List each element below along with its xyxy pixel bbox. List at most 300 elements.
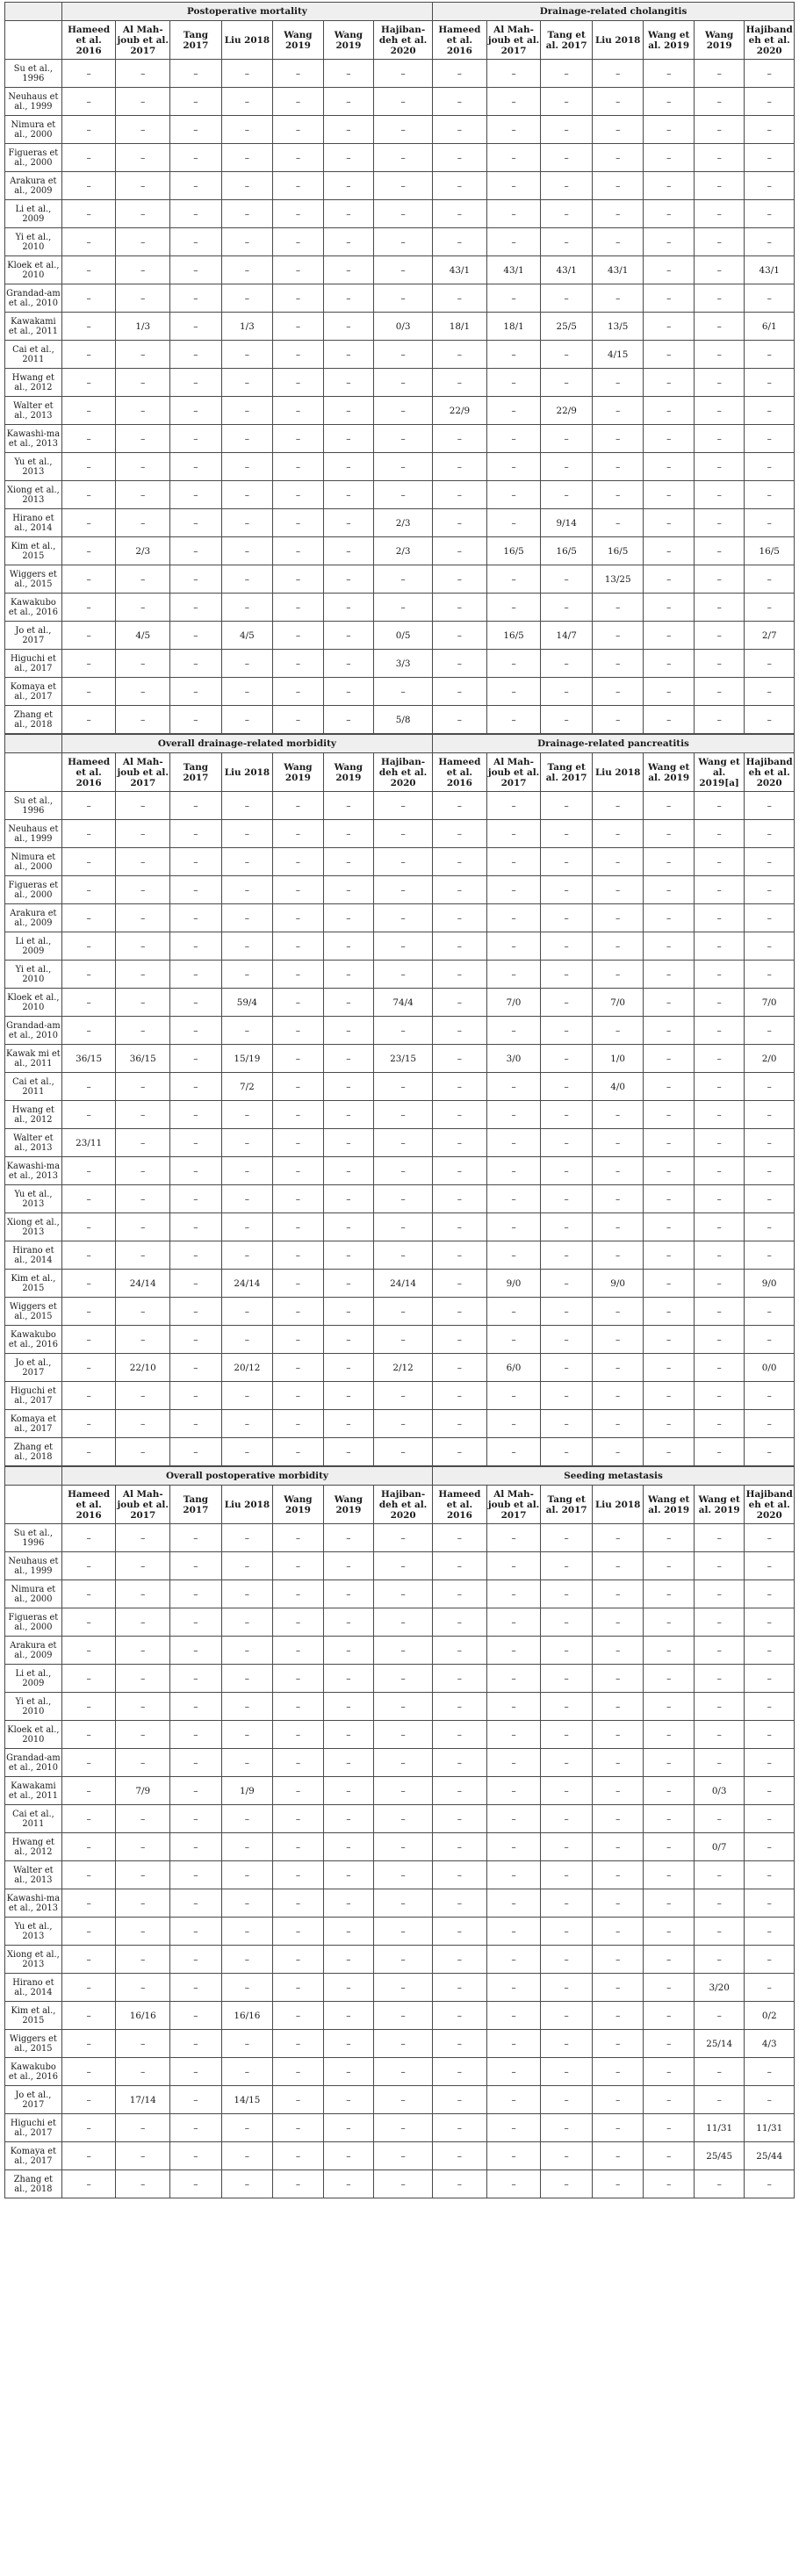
value-cell: – [374, 1185, 433, 1213]
value-cell: – [374, 961, 433, 989]
value-cell: – [592, 1552, 644, 1580]
value-cell: – [694, 1298, 744, 1326]
value-cell: – [433, 1889, 487, 1918]
value-cell: – [170, 876, 222, 904]
study-name-cell: Kawak mi et al., 2011 [5, 1045, 62, 1073]
value-cell: – [745, 60, 795, 88]
value-cell: – [61, 1101, 116, 1129]
value-cell: – [170, 622, 222, 650]
value-cell: – [116, 989, 170, 1017]
value-cell: – [273, 1777, 323, 1805]
value-cell: – [221, 1637, 273, 1665]
value-cell: – [694, 1185, 744, 1213]
value-cell: – [323, 1721, 373, 1749]
value-cell: – [694, 932, 744, 961]
value-cell: – [745, 932, 795, 961]
value-cell: 3/0 [486, 1045, 541, 1073]
column-header: Liu 2018 [221, 753, 273, 792]
value-cell: – [644, 1157, 694, 1185]
value-cell: – [221, 172, 273, 200]
value-cell: – [170, 200, 222, 228]
study-name-cell: Xiong et al., 2013 [5, 1946, 62, 1974]
value-cell: – [541, 932, 593, 961]
value-cell: – [541, 706, 593, 734]
value-cell: – [273, 989, 323, 1017]
value-cell: – [273, 88, 323, 116]
value-cell: – [323, 313, 373, 341]
value-cell: – [273, 425, 323, 453]
value-cell: – [61, 961, 116, 989]
value-cell: – [541, 989, 593, 1017]
value-cell: – [61, 678, 116, 706]
value-cell: – [170, 1777, 222, 1805]
value-cell: – [273, 341, 323, 369]
group-header-row [5, 735, 795, 753]
value-cell: – [745, 425, 795, 453]
value-cell: – [745, 1438, 795, 1466]
value-cell: – [323, 622, 373, 650]
study-name-cell: Higuchi et al., 2017 [5, 1382, 62, 1410]
value-cell: – [592, 2086, 644, 2114]
value-cell: – [273, 1017, 323, 1045]
column-header: Hajiban-deh et al. 2020 [374, 21, 433, 60]
value-cell: – [644, 932, 694, 961]
study-name-cell: Walter et al., 2013 [5, 1861, 62, 1889]
value-cell: – [323, 172, 373, 200]
value-cell: – [323, 594, 373, 622]
value-cell: – [694, 1241, 744, 1270]
value-cell: – [170, 1637, 222, 1665]
value-cell: – [170, 1382, 222, 1410]
value-cell: – [694, 1157, 744, 1185]
value-cell: – [433, 1637, 487, 1665]
value-cell: – [170, 537, 222, 565]
value-cell: – [221, 1889, 273, 1918]
value-cell: – [644, 1298, 694, 1326]
value-cell: – [486, 88, 541, 116]
value-cell: – [61, 369, 116, 397]
value-cell: – [592, 650, 644, 678]
value-cell: – [374, 453, 433, 481]
value-cell: – [644, 397, 694, 425]
table-row [5, 369, 795, 397]
value-cell: – [433, 1552, 487, 1580]
value-cell: – [170, 1889, 222, 1918]
value-cell: 43/1 [592, 256, 644, 284]
value-cell: – [644, 313, 694, 341]
value-cell: – [433, 1298, 487, 1326]
value-cell: – [221, 1580, 273, 1608]
value-cell: – [323, 1045, 373, 1073]
value-cell: – [170, 904, 222, 932]
group-header-row [5, 3, 795, 21]
table-row [5, 1580, 795, 1608]
value-cell: – [374, 1749, 433, 1777]
value-cell: – [694, 369, 744, 397]
value-cell: – [273, 1073, 323, 1101]
value-cell: – [541, 1241, 593, 1270]
value-cell: – [433, 1410, 487, 1438]
value-cell: – [745, 650, 795, 678]
table-row [5, 961, 795, 989]
table-row [5, 1270, 795, 1298]
value-cell: – [486, 792, 541, 820]
value-cell: – [61, 1073, 116, 1101]
value-cell: – [221, 1213, 273, 1241]
value-cell: – [433, 1241, 487, 1270]
value-cell: – [273, 1861, 323, 1889]
value-cell: 25/5 [541, 313, 593, 341]
value-cell: – [433, 1805, 487, 1833]
value-cell: – [61, 1721, 116, 1749]
table-row [5, 904, 795, 932]
value-cell: 4/0 [592, 1073, 644, 1101]
value-cell: – [374, 848, 433, 876]
value-cell: – [61, 989, 116, 1017]
value-cell: – [116, 1974, 170, 2002]
value-cell: – [323, 1129, 373, 1157]
value-cell: – [745, 1918, 795, 1946]
study-name-cell: Higuchi et al., 2017 [5, 2114, 62, 2142]
value-cell: – [433, 1045, 487, 1073]
value-cell: – [486, 2114, 541, 2142]
value-cell: – [644, 820, 694, 848]
value-cell: – [592, 1129, 644, 1157]
value-cell: – [170, 1326, 222, 1354]
table-row [5, 60, 795, 88]
value-cell: – [374, 481, 433, 509]
value-cell: – [433, 2114, 487, 2142]
value-cell: – [433, 678, 487, 706]
value-cell: 23/11 [61, 1129, 116, 1157]
value-cell: – [486, 1974, 541, 2002]
value-cell: – [486, 341, 541, 369]
value-cell: – [374, 1608, 433, 1637]
value-cell: – [592, 228, 644, 256]
value-cell: – [644, 622, 694, 650]
value-cell: – [374, 1017, 433, 1045]
value-cell: – [486, 144, 541, 172]
study-name-cell: Kawashi-ma et al., 2013 [5, 1157, 62, 1185]
value-cell: – [374, 284, 433, 313]
value-cell: – [116, 1665, 170, 1693]
value-cell: – [486, 594, 541, 622]
study-name-cell: Xiong et al., 2013 [5, 1213, 62, 1241]
value-cell: – [61, 1749, 116, 1777]
column-header-row [5, 21, 795, 60]
value-cell: – [592, 1833, 644, 1861]
table-row [5, 397, 795, 425]
value-cell: – [323, 1241, 373, 1270]
value-cell: – [116, 1073, 170, 1101]
column-header: Hameed et al. 2016 [433, 21, 487, 60]
value-cell: 4/3 [745, 2030, 795, 2058]
value-cell: – [61, 144, 116, 172]
value-cell: – [221, 932, 273, 961]
value-cell: – [486, 1101, 541, 1129]
value-cell: – [374, 1129, 433, 1157]
study-name-cell: Jo et al., 2017 [5, 2086, 62, 2114]
value-cell: – [273, 1974, 323, 2002]
study-name-cell: Arakura et al., 2009 [5, 904, 62, 932]
value-cell: – [323, 820, 373, 848]
value-cell: – [374, 1918, 433, 1946]
value-cell: – [221, 481, 273, 509]
value-cell: – [433, 2030, 487, 2058]
table-row [5, 2030, 795, 2058]
value-cell: – [116, 2170, 170, 2198]
value-cell: – [541, 341, 593, 369]
value-cell: – [433, 1101, 487, 1129]
value-cell: – [541, 1918, 593, 1946]
study-name-cell: Komaya et al., 2017 [5, 2142, 62, 2170]
value-cell: – [433, 144, 487, 172]
value-cell: 22/9 [541, 397, 593, 425]
value-cell: – [541, 1608, 593, 1637]
value-cell: 43/1 [541, 256, 593, 284]
value-cell: – [116, 481, 170, 509]
value-cell: – [116, 1241, 170, 1270]
study-name-cell: Kawakubo et al., 2016 [5, 2058, 62, 2086]
value-cell: – [374, 1213, 433, 1241]
value-cell: – [221, 1918, 273, 1946]
value-cell: – [745, 1946, 795, 1974]
value-cell: – [592, 876, 644, 904]
value-cell: – [221, 565, 273, 594]
value-cell: – [61, 509, 116, 537]
value-cell: – [374, 425, 433, 453]
value-cell: – [170, 1524, 222, 1552]
value-cell: – [541, 1157, 593, 1185]
value-cell: – [170, 706, 222, 734]
value-cell: – [61, 2086, 116, 2114]
table-row [5, 2142, 795, 2170]
value-cell: – [745, 1524, 795, 1552]
column-header: Hajiban-deh et al. 2020 [374, 753, 433, 792]
value-cell: – [592, 2030, 644, 2058]
value-cell: – [541, 1073, 593, 1101]
value-cell: – [694, 678, 744, 706]
value-cell: – [541, 1101, 593, 1129]
value-cell: 24/14 [116, 1270, 170, 1298]
value-cell: – [221, 1326, 273, 1354]
value-cell: – [116, 144, 170, 172]
value-cell: – [694, 904, 744, 932]
value-cell: – [170, 1665, 222, 1693]
value-cell: – [170, 1974, 222, 2002]
value-cell: – [592, 1298, 644, 1326]
value-cell: – [323, 1298, 373, 1326]
value-cell: – [644, 1017, 694, 1045]
value-cell: – [541, 848, 593, 876]
value-cell: 11/31 [694, 2114, 744, 2142]
value-cell: – [541, 1410, 593, 1438]
value-cell: – [433, 1129, 487, 1157]
value-cell: – [644, 1524, 694, 1552]
table-row [5, 1721, 795, 1749]
value-cell: – [694, 453, 744, 481]
value-cell: – [170, 932, 222, 961]
value-cell: – [374, 2170, 433, 2198]
value-cell: – [374, 2142, 433, 2170]
value-cell: – [745, 1157, 795, 1185]
value-cell: – [323, 537, 373, 565]
value-cell: – [221, 1974, 273, 2002]
value-cell: – [170, 1608, 222, 1637]
value-cell: – [694, 1861, 744, 1889]
value-cell: – [374, 1241, 433, 1270]
value-cell: – [433, 453, 487, 481]
value-cell: – [221, 60, 273, 88]
value-cell: – [541, 1213, 593, 1241]
value-cell: – [694, 1270, 744, 1298]
value-cell: – [273, 1157, 323, 1185]
table-row [5, 876, 795, 904]
value-cell: – [433, 200, 487, 228]
table-row [5, 228, 795, 256]
study-name-cell: Grandad-am et al., 2010 [5, 284, 62, 313]
value-cell: 43/1 [433, 256, 487, 284]
value-cell: – [323, 2170, 373, 2198]
value-cell: – [433, 1438, 487, 1466]
table-row [5, 1017, 795, 1045]
value-cell: – [273, 509, 323, 537]
value-cell: – [541, 1298, 593, 1326]
value-cell: – [61, 848, 116, 876]
value-cell: – [486, 1326, 541, 1354]
value-cell: – [170, 453, 222, 481]
value-cell: – [116, 1157, 170, 1185]
column-header-row [5, 753, 795, 792]
value-cell: 7/0 [745, 989, 795, 1017]
value-cell: – [61, 1665, 116, 1693]
value-cell: – [745, 876, 795, 904]
value-cell: – [486, 1580, 541, 1608]
value-cell: – [592, 1637, 644, 1665]
value-cell: – [694, 1665, 744, 1693]
study-name-cell: Wiggers et al., 2015 [5, 2030, 62, 2058]
value-cell: – [170, 1861, 222, 1889]
value-cell: – [541, 228, 593, 256]
value-cell: – [61, 1354, 116, 1382]
value-cell: – [374, 228, 433, 256]
value-cell: – [273, 228, 323, 256]
value-cell: – [221, 961, 273, 989]
column-header-row [5, 1486, 795, 1524]
column-header: Hajibandeh et al. 2020 [745, 753, 795, 792]
value-cell: – [170, 284, 222, 313]
value-cell: – [486, 2170, 541, 2198]
table-row [5, 88, 795, 116]
value-cell: – [323, 1974, 373, 2002]
study-name-cell: Yi et al., 2010 [5, 228, 62, 256]
value-cell: – [433, 537, 487, 565]
value-cell: – [541, 1580, 593, 1608]
value-cell: – [323, 1608, 373, 1637]
value-cell: – [221, 792, 273, 820]
value-cell: – [170, 60, 222, 88]
study-name-cell: Neuhaus et al., 1999 [5, 88, 62, 116]
value-cell: – [694, 622, 744, 650]
value-cell: – [644, 88, 694, 116]
value-cell: 0/7 [694, 1833, 744, 1861]
value-cell: – [694, 1918, 744, 1946]
value-cell: – [221, 848, 273, 876]
value-cell: – [374, 1524, 433, 1552]
value-cell: – [433, 989, 487, 1017]
value-cell: – [592, 481, 644, 509]
value-cell: – [374, 1637, 433, 1665]
value-cell: – [61, 1552, 116, 1580]
value-cell: – [745, 1861, 795, 1889]
value-cell: – [116, 256, 170, 284]
value-cell: – [170, 2170, 222, 2198]
value-cell: – [433, 622, 487, 650]
value-cell: – [170, 116, 222, 144]
value-cell: 4/5 [116, 622, 170, 650]
table-row [5, 1410, 795, 1438]
value-cell: – [170, 989, 222, 1017]
table-row [5, 1693, 795, 1721]
value-cell: – [486, 1298, 541, 1326]
value-cell: – [273, 1665, 323, 1693]
value-cell: – [486, 1073, 541, 1101]
table-row [5, 1129, 795, 1157]
value-cell: – [433, 172, 487, 200]
value-cell: – [592, 144, 644, 172]
value-cell: – [61, 2114, 116, 2142]
table-row [5, 1974, 795, 2002]
value-cell: – [116, 792, 170, 820]
value-cell: – [374, 144, 433, 172]
value-cell: – [486, 228, 541, 256]
value-cell: – [273, 60, 323, 88]
value-cell: – [486, 1213, 541, 1241]
value-cell: – [541, 116, 593, 144]
value-cell: – [61, 904, 116, 932]
value-cell: – [694, 228, 744, 256]
value-cell: – [694, 1101, 744, 1129]
value-cell: – [644, 2002, 694, 2030]
value-cell: – [745, 284, 795, 313]
value-cell: – [541, 876, 593, 904]
column-header: Hameed et al. 2016 [61, 21, 116, 60]
value-cell: – [116, 88, 170, 116]
value-cell: – [273, 1354, 323, 1382]
value-cell: – [61, 2030, 116, 2058]
value-cell: – [61, 1918, 116, 1946]
value-cell: 16/5 [745, 537, 795, 565]
value-cell: – [433, 1918, 487, 1946]
value-cell: – [221, 678, 273, 706]
value-cell: – [486, 2086, 541, 2114]
study-name-cell: Walter et al., 2013 [5, 397, 62, 425]
value-cell: – [644, 1129, 694, 1157]
value-cell: – [486, 1552, 541, 1580]
value-cell: – [221, 1552, 273, 1580]
table-row [5, 1354, 795, 1382]
value-cell: – [61, 88, 116, 116]
value-cell: – [644, 1777, 694, 1805]
value-cell: – [273, 172, 323, 200]
value-cell: 13/5 [592, 313, 644, 341]
value-cell: 23/15 [374, 1045, 433, 1073]
value-cell: – [61, 341, 116, 369]
value-cell: – [170, 1157, 222, 1185]
value-cell: – [592, 961, 644, 989]
table-row [5, 200, 795, 228]
value-cell: – [486, 876, 541, 904]
